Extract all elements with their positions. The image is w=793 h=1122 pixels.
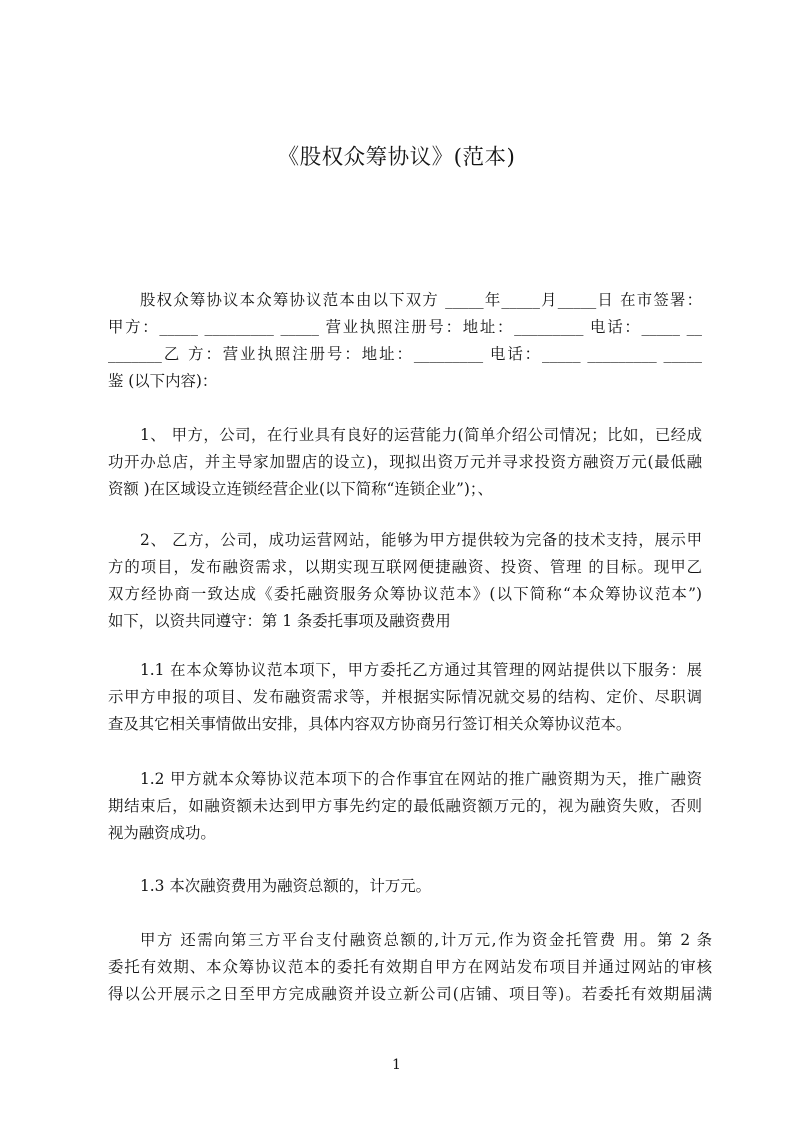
paragraph-line: 视为融资成功。 <box>108 824 216 842</box>
paragraph-line: 资额 )在区域设立连锁经营企业(以下简称“连锁企业”)；、 <box>108 480 493 498</box>
paragraph-line: 功开办总店，并主导家加盟店的设立)，现拟出资万元并寻求投资方融资万元(最低融 <box>108 453 702 471</box>
paragraph-line: 股权众筹协议本众筹协议范本由以下双方 _____年_____月_____日 在市签署： <box>140 291 702 309</box>
paragraph-4 <box>108 657 702 738</box>
paragraph-line: _______乙 方：营业执照注册号：地址：_________ 电话：_____ _________ _____ <box>108 345 702 363</box>
paragraph-5 <box>108 766 702 847</box>
paragraph-6 <box>108 873 702 900</box>
paragraph-2 <box>108 422 702 503</box>
paragraph-line: 1.2 甲方就本众筹协议范本项下的合作事宜在网站的推广融资期为天，推广融资 <box>140 770 702 788</box>
paragraph-line: 双方经协商一致达成《委托融资服务众筹协议范本》(以下简称“本众筹协议范本”) <box>108 585 702 603</box>
paragraph-7 <box>108 927 712 1008</box>
paragraph-line: 1、 甲方，公司，在行业具有良好的运营能力(简单介绍公司情况；比如，已经成 <box>140 426 702 444</box>
paragraph-line: 如下，以资共同遵守：第 1 条委托事项及融资费用 <box>108 612 451 630</box>
paragraph-line: 甲方：_____ _________ _____ 营业执照注册号：地址：_________ 电话：_____ __ <box>108 318 702 336</box>
paragraph-line: 得以公开展示之日至甲方完成融资并设立新公司(店铺、项目等)。若委托有效期届满 <box>108 985 712 1003</box>
paragraph-line: 示甲方申报的项目、发布融资需求等，并根据实际情况就交易的结构、定价、尽职调 <box>108 688 702 706</box>
paragraph-line: 1.1 在本众筹协议范本项下，甲方委托乙方通过其管理的网站提供以下服务：展 <box>140 661 702 679</box>
paragraph-3 <box>108 527 702 635</box>
paragraph-line: 查及其它相关事情做出安排，具体内容双方协商另行签订相关众筹协议范本。 <box>108 715 632 733</box>
paragraph-line: 方的项目，发布融资需求，以期实现互联网便捷融资、投资、管理 的目标。现甲乙 <box>108 558 702 576</box>
paragraph-line: 期结束后，如融资额未达到甲方事先约定的最低融资额万元的，视为融资失败，否则 <box>108 797 702 815</box>
document-title: 《股权众筹协议》(范本) <box>277 145 516 170</box>
page-number: 1 <box>392 1057 401 1073</box>
paragraph-line: 2、 乙方，公司，成功运营网站，能够为甲方提供较为完备的技术支持，展示甲 <box>140 531 702 549</box>
paragraph-line: 鉴 (以下内容)： <box>108 372 218 390</box>
paragraph-line: 甲方 还需向第三方平台支付融资总额的,计万元,作为资金托管费 用。第 2 条 <box>140 931 712 949</box>
paragraph-1 <box>108 287 702 395</box>
paragraph-line: 1.3 本次融资费用为融资总额的，计万元。 <box>140 877 432 895</box>
paragraph-line: 委托有效期、本众筹协议范本的委托有效期自甲方在网站发布项目并通过网站的审核 <box>108 958 712 976</box>
